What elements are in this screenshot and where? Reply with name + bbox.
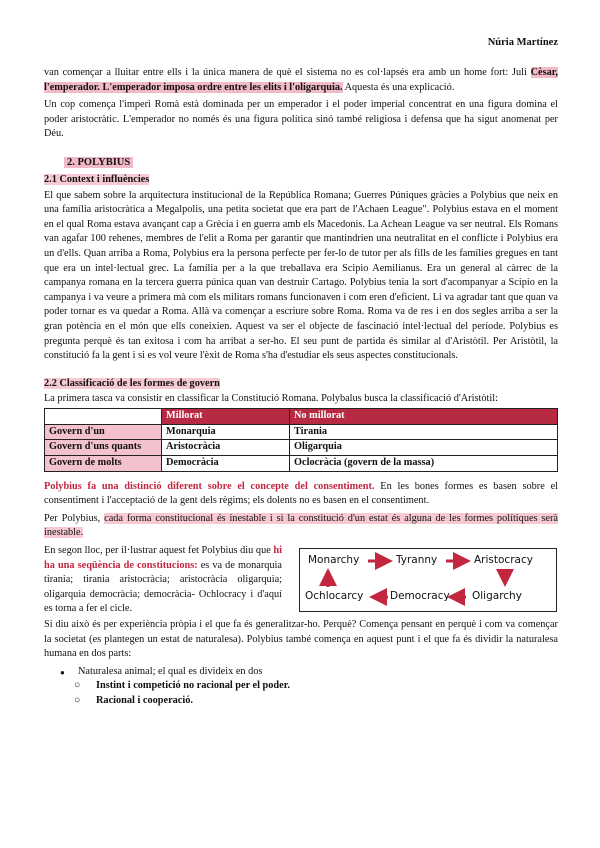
cycle-text-end: es va de monarquia tirania; tirania aristocràcia; aristocràcia oligarquia; oligarquia democràcia; democràcia- Ochlocracy i d'aquí es torna a fer el cicle. [44,559,282,615]
nature-paragraph: Si diu això és per experiència pròpia i el que fa és generalitzar-ho. Perquè? Comença pensant en perquè i com va començar la societat (es plantegen un estat de naturalesa). Polybius també comença en aquest punt i el que fa és dividir la naturalesa humana en dos parts: [44,618,558,660]
table-cell: Oclocràcia (govern de la massa) [290,455,558,471]
node-oligarchy: Oligarchy [472,589,522,602]
cycle-paragraph [44,544,282,617]
table-row-header: Govern d'uns quants [45,440,162,456]
instability-text: Per Polybius, [44,512,105,524]
red-emphasis: Polybius fa una distinció diferent sobre el concepte del consentiment. [44,480,375,492]
table-row [45,455,558,471]
table-cell: Aristocràcia [162,440,290,456]
sub-bullet-list [44,679,558,708]
table-cell: Democràcia [162,455,290,471]
table-header-cell: No millorat [290,409,558,425]
cycle-text: En segon lloc, per il·lustrar aquest fet Polybius diu que [44,544,274,556]
consent-text: En les bones formes es basen sobre el consentiment i l'acceptació de la gent dels règims; els dolents no es basen en el consentiment. [44,480,558,507]
node-aristocracy: Aristocracy [474,553,533,566]
document-body [44,66,558,709]
intro-text-end: Aquesta és una explicació. [342,81,455,93]
list-item: ○ Instint i competició no racional per el poder. [74,679,558,694]
section-title [64,156,558,171]
table-row-header: Govern d'un [45,424,162,440]
node-democracy: Democracy [390,589,450,602]
bullet-list [44,665,558,680]
table-row [45,440,558,456]
node-ochlocracy: Ochlocarcy [305,589,364,602]
table-header-row [45,409,558,425]
highlight-text: cada forma constitucional és inestable i si la constitució d'un estat és alguna de les formes polítiques serà inestable. [44,512,559,539]
highlight-text: Cèsar, l'emperador. L'emperador imposa ordre entre les elits i l'oligarquia. [44,67,558,93]
table-row-header: Govern de molts [45,455,162,471]
intro-text: van començar a lluitar entre ells i la única manera de què el sistema no es col·lapsés era amb un home fort: Juli [44,67,531,78]
table-cell: Monarquia [162,424,290,440]
table-header-cell: Millorat [162,409,290,425]
section-title-text: 2. POLYBIUS [64,157,133,168]
constitution-cycle-diagram [299,548,557,612]
cycle-section [44,544,558,618]
table-header-cell [45,409,162,425]
subsection-title-classification [44,377,558,392]
list-item: ● Naturalesa animal; el qual es divideix en dos [60,665,558,680]
subsection-title-context [44,173,558,188]
list-item: ○ Racional i cooperació. [74,694,558,709]
context-paragraph: El que sabem sobre la arquitectura institucional de la República Romana; Guerres Púniques gràcies a Polybius que neix en una família aristocràtica a Megalpolis, una petita societat que era part de l'Achaen League". Polybius estava en el moment en el qual Roma estava avançant cap a Grècia i en guerra amb els Macedonis. La Achean League va ser neutral. Els Romans van agafar 100 rehenes, membres de l'elit a Roma per garantir que mantindrien una neutralitat en el conflicte i Polybius era un d'ells. Quan arriba a Roma, Polybius era la persona perfecte per fer-lo de tutor per als fills de les famílies gregues en tant que era un intel·lectual grec. La família per a la que treballava era Scipio Aemilianus. Era un general al càrrec de la campanya romana en la tercera guerra púnica quan van destruir Cartago. Polybius tenia la sort d'acompanyar a Scipio en la campanya i va veure a primera mà com els militars romans funcionaven i com eren d'eficient. Li va agradar tant que quan va poder tornar es va quedar a Roma. Allà va començar a escriure sobre Roma. Roma va de res i en dos segles arriba a ser la gran potència en el món que ells coneixien. Aquest va ser el objecte de fascinació intel·lectual del període. Polybius es pregunta perquè és tan exitosa i com ha arribat a ser-ho. El seu punt de partida és similar al d'Aristòtil. Per Aristòtil, la constitució fa la gent i si es vol veure l'èxit de Roma s'ha d'estudiar els seus aspectes constitucionals. [44,189,558,362]
subsection-title-text: 2.2 Classificació de les formes de govern [44,377,220,389]
intro-paragraph-2: Un cop comença l'imperi Romà està dominada per un emperador i el poder imperial concentrat en una figura domina el poder aristocràtic. L'emperador no només és una figura política sinó també religiosa i defensa que ha sigut anomenat per Déu. [44,99,558,140]
instability-paragraph [44,512,558,541]
table-cell: Tirania [290,424,558,440]
red-emphasis: hi ha una seqüència de constitucions: [44,544,282,571]
intro-paragraph-1 [44,66,558,95]
author-name: Núria Martínez [487,37,558,48]
table-cell: Oligarquia [290,440,558,456]
consent-paragraph [44,480,558,509]
classification-intro: La primera tasca va consistir en classificar la Constitució Romana. Polybalus busca la classificació d'Aristòtil: [44,393,498,405]
node-monarchy: Monarchy [308,553,360,566]
table-row [45,424,558,440]
node-tyranny: Tyranny [396,553,438,566]
government-forms-table [44,408,558,471]
subsection-title-text: 2.1 Context i influències [44,173,150,185]
